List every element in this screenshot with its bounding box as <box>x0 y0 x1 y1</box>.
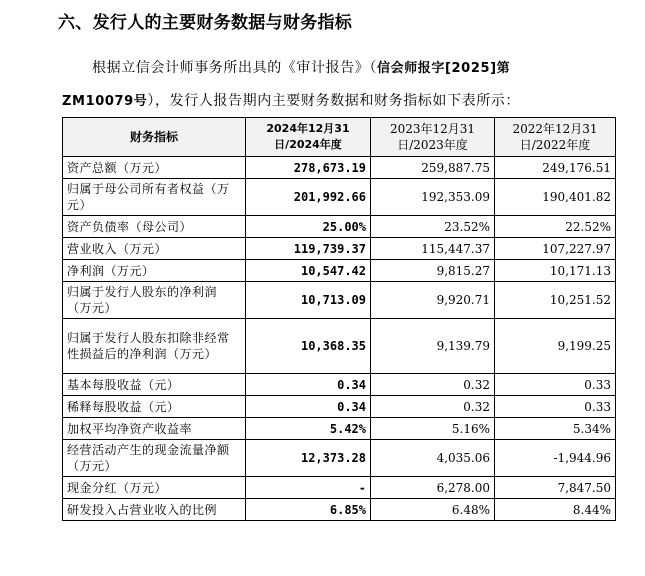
value-2024: 10,547.42 <box>246 260 371 282</box>
value-2024: 201,992.66 <box>246 179 371 216</box>
value-2024: 0.34 <box>246 396 371 418</box>
table-row <box>63 477 616 499</box>
row-label: 稀释每股收益（元） <box>63 396 246 418</box>
table-row <box>63 374 616 396</box>
header-2023: 2023年12月31日/2023年度 <box>371 118 495 157</box>
intro-paragraph <box>62 52 614 118</box>
table-row <box>63 179 616 216</box>
value-2023: 259,887.75 <box>371 157 495 179</box>
row-label: 归属于母公司所有者权益（万元） <box>63 179 246 216</box>
value-2024: 25.00% <box>246 216 371 238</box>
value-2022: 107,227.97 <box>495 238 616 260</box>
value-2024: 10,368.35 <box>246 319 371 374</box>
report-number-b: ZM10079号 <box>62 94 148 109</box>
value-2023: 9,139.79 <box>371 319 495 374</box>
table-row <box>63 499 616 521</box>
value-2022: 10,171.13 <box>495 260 616 282</box>
row-label: 加权平均净资产收益率 <box>63 418 246 440</box>
value-2024: 12,373.28 <box>246 440 371 477</box>
row-label: 归属于发行人股东的净利润（万元） <box>63 282 246 319</box>
value-2023: 115,447.37 <box>371 238 495 260</box>
table-row <box>63 282 616 319</box>
row-label: 研发投入占营业收入的比例 <box>63 499 246 521</box>
report-number-a: 信会师报字[2025]第 <box>377 61 511 76</box>
value-2024: 10,713.09 <box>246 282 371 319</box>
header-2022: 2022年12月31日/2022年度 <box>495 118 616 157</box>
row-label: 归属于发行人股东扣除非经常性损益后的净利润（万元） <box>63 319 246 374</box>
row-label: 营业收入（万元） <box>63 238 246 260</box>
value-2024: 0.34 <box>246 374 371 396</box>
value-2022: 0.33 <box>495 374 616 396</box>
value-2024: 6.85% <box>246 499 371 521</box>
row-label: 基本每股收益（元） <box>63 374 246 396</box>
table-row <box>63 396 616 418</box>
value-2022: 5.34% <box>495 418 616 440</box>
value-2023: 4,035.06 <box>371 440 495 477</box>
section-heading: 六、发行人的主要财务数据与财务指标 <box>58 13 353 33</box>
row-label: 现金分红（万元） <box>63 477 246 499</box>
table-header-row <box>63 118 616 157</box>
table-row <box>63 157 616 179</box>
row-label: 资产负债率（母公司） <box>63 216 246 238</box>
value-2024: - <box>246 477 371 499</box>
value-2022: 22.52% <box>495 216 616 238</box>
value-2023: 0.32 <box>371 396 495 418</box>
intro-text-part2: ），发行人报告期内主要财务数据和财务指标如下表所示： <box>147 93 520 109</box>
value-2023: 5.16% <box>371 418 495 440</box>
table-row <box>63 418 616 440</box>
table-row <box>63 440 616 477</box>
value-2023: 192,353.09 <box>371 179 495 216</box>
row-label: 资产总额（万元） <box>63 157 246 179</box>
value-2022: -1,944.96 <box>495 440 616 477</box>
table-row <box>63 319 616 374</box>
intro-text-part1: 根据立信会计师事务所出具的《审计报告》（ <box>92 60 377 76</box>
value-2023: 6,278.00 <box>371 477 495 499</box>
row-label: 净利润（万元） <box>63 260 246 282</box>
financial-indicators-table <box>62 117 616 521</box>
value-2022: 0.33 <box>495 396 616 418</box>
value-2024: 278,673.19 <box>246 157 371 179</box>
value-2023: 0.32 <box>371 374 495 396</box>
value-2023: 6.48% <box>371 499 495 521</box>
value-2022: 249,176.51 <box>495 157 616 179</box>
value-2022: 190,401.82 <box>495 179 616 216</box>
value-2022: 7,847.50 <box>495 477 616 499</box>
value-2022: 9,199.25 <box>495 319 616 374</box>
table-row <box>63 238 616 260</box>
value-2022: 8.44% <box>495 499 616 521</box>
table-row <box>63 260 616 282</box>
header-indicator: 财务指标 <box>63 118 246 157</box>
value-2024: 119,739.37 <box>246 238 371 260</box>
header-2024: 2024年12月31日/2024年度 <box>246 118 371 157</box>
value-2024: 5.42% <box>246 418 371 440</box>
value-2023: 23.52% <box>371 216 495 238</box>
value-2023: 9,920.71 <box>371 282 495 319</box>
value-2023: 9,815.27 <box>371 260 495 282</box>
value-2022: 10,251.52 <box>495 282 616 319</box>
table-row <box>63 216 616 238</box>
row-label: 经营活动产生的现金流量净额（万元） <box>63 440 246 477</box>
